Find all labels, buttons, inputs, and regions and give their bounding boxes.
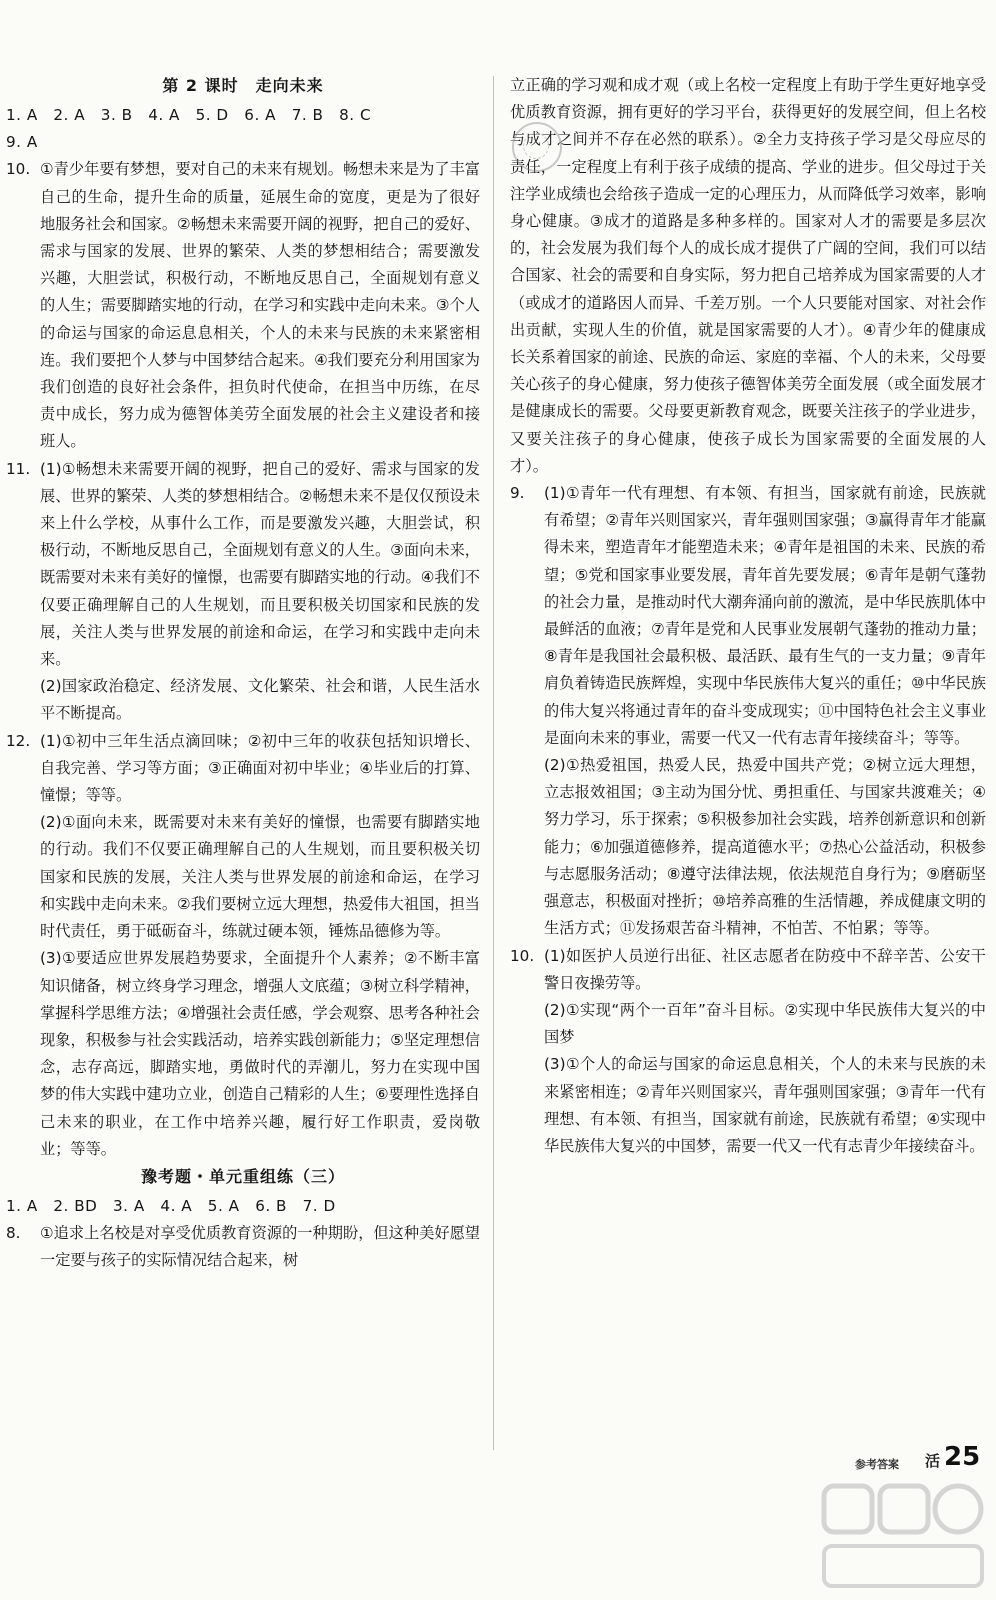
- answer-paragraph: (3)①要适应世界发展趋势要求，全面提升个人素养；②不断丰富知识储备，树立终身学习理念，增强人文底蕴；③树立科学精神，掌握科学思维方法；④增强社会责任感，学会观察、思考各种社会现象，积极参与社会实践活动，培养实践创新能力；⑤坚定理想信念，志存高远，脚踏实地，勇做时代的弄潮儿，努力在实现中国梦的伟大实践中建功立业，创造自己精彩的人生；⑥要理性选择自己未来的职业，在工作中培养兴趣，履行好工作职责，爱岗敬业；等等。: [40, 949, 480, 1158]
- footer-label: 参考答案: [855, 1458, 899, 1471]
- answer-paragraph: (3)①个人的命运与国家的命运息息相关，个人的未来与民族的未来紧密相连；②青年兴则国家兴，青年强则国家强；③青年一代有理想、有本领、有担当，国家就有前途，民族就有希望；④实现中华民族伟大复兴的中国梦，需要一代又一代有志青少年接续奋斗。: [544, 1055, 986, 1155]
- choice-answers-row: 1. A 2. BD 3. A 4. A 5. A 6. B 7. D: [6, 1196, 336, 1215]
- answer-paragraph: (1)①畅想未来需要开阔的视野，把自己的爱好、需求与国家的发展、世界的繁荣、人类的梦想相结合。②畅想未来不是仅仅预设未来上什么学校，从事什么工作，而是要激发兴趣，大胆尝试，积极行动，不断地反思自己，全面规划有意义的人生。③面向未来，既需要对未来有美好的憧憬，也需要有脚踏实地的行动。④我们不仅要正确理解自己的人生规划，而且要积极关切国家和民族的发展，关注人类与世界发展的前途和命运，在学习和实践中走向未来。: [40, 459, 480, 669]
- left-column: [6, 72, 480, 1275]
- section-title-unit-review: 豫考题・单元重组练（三）: [140, 1166, 345, 1186]
- question-10: [6, 156, 480, 455]
- question-number: 9.: [510, 484, 525, 503]
- answer-paragraph: (2)①热爱祖国，热爱人民，热爱中国共产党；②树立远大理想，立志报效祖国；③主动为国分忧、勇担重任、与国家共渡难关；④努力学习，乐于探索；⑤积极参加社会实践，培养创新意识和创新能力；⑥加强道德修养，提高道德水平；⑦热心公益活动，积极参与志愿服务活动；⑧遵守法律法规，依法规范自身行为；⑨磨砺坚强意志，积极面对挫折；⑩培养高雅的生活情趣，养成健康文明的生活方式；⑪发扬艰苦奋斗精神，不怕苦、不怕累；等等。: [544, 756, 986, 938]
- question-number: 12.: [6, 731, 31, 750]
- question-11: [6, 456, 480, 728]
- answer-paragraph: 立正确的学习观和成才观（或上名校一定程度上有助于学生更好地享受优质教育资源，拥有更好的学习平台，获得更好的发展空间，但上名校与成才之间并不存在必然的联系）。②全力支持孩子学习是父母应尽的责任，一定程度上有利于孩子成绩的提高、学业的进步。但父母过于关注学业成绩也会给孩子造成一定的心理压力，从而降低学习效率，影响身心健康。③成才的道路是多种多样的。国家对人才的需要是多层次的，社会发展为我们每个人的成长成才提供了广阔的空间，我们可以结合国家、社会的需要和自身实际，努力把自己培养成为国家需要的人才（或成才的道路因人而异、千差万别。一个人只要能对国家、对社会作出贡献，实现人生的价值，就是国家需要的人才）。④青少年的健康成长关系着国家的前途、民族的命运、家庭的幸福、个人的未来，父母要关心孩子的身心健康，努力使孩子德智体美劳全面发展（或全面发展才是健康成长的需要。父母要更新教育观念，既要关注孩子的学业进步，又要关注孩子的身心健康，使孩子成长为国家需要的全面发展的人才）。: [510, 76, 986, 475]
- choice-answers-row: 1. A 2. A 3. B 4. A 5. D 6. A 7. B 8. C: [6, 106, 372, 124]
- question-10-right: [510, 943, 986, 1161]
- question-number: 10.: [510, 946, 535, 965]
- section-title-lesson-2: 第 2 课时 走向未来: [162, 76, 324, 95]
- answer-paragraph: ①追求上名校是对享受优质教育资源的一种期盼，但这种美好愿望一定要与孩子的实际情况结合起来，树: [40, 1224, 480, 1270]
- answer-paragraph: (1)①青年一代有理想、有本领、有担当，国家就有前途，民族就有希望；②青年兴则国家兴，青年强则国家强；③赢得青年才能赢得未来，塑造青年才能塑造未来；④青年是祖国的未来、民族的希望；⑤党和国家事业要发展，青年首先要发展；⑥青年是朝气蓬勃的社会力量，是推动时代大潮奔涌向前的激流，是中华民族肌体中最鲜活的血液；⑦青年是党和人民事业发展朝气蓬勃的推动力量；⑧青年是我国社会最积极、最活跃、最有生气的一支力量；⑨青年肩负着铸造民族辉煌，实现中华民族伟大复兴的重任；⑩中华民族的伟大复兴将通过青年的奋斗变成现实；⑪中国特色社会主义事业是面向未来的事业，需要一代又一代有志青年接续奋斗；等等。: [544, 484, 986, 747]
- question-number: 10.: [6, 160, 31, 179]
- question-number: 8.: [6, 1224, 21, 1243]
- question-12: [6, 728, 480, 1163]
- question-number: 11.: [6, 459, 31, 478]
- faint-stamp-icon: [512, 122, 562, 172]
- page-number: 25: [944, 1442, 981, 1472]
- right-column: [510, 72, 986, 1160]
- question-8-continued: [510, 72, 986, 480]
- watermark-logo-icon: [818, 1478, 988, 1596]
- answer-paragraph: (1)①初中三年生活点滴回味；②初中三年的收获包括知识增长、自我完善、学习等方面；③正确面对初中毕业；④毕业后的打算、憧憬；等等。: [40, 731, 480, 805]
- answer-paragraph: (2)①面向未来，既需要对未来有美好的憧憬，也需要有脚踏实地的行动。我们不仅要正确理解自己的人生规划，而且要积极关切国家和民族的发展，关注人类与世界发展的前途和命运，在学习和实践中走向未来。②我们要树立远大理想，热爱伟大祖国，担当时代责任，勇于砥砺奋斗，练就过硬本领，锤炼品德修为等。: [40, 813, 480, 941]
- answer-paragraph: (2)①实现“两个一百年”奋斗目标。②实现中华民族伟大复兴的中国梦: [544, 1000, 986, 1047]
- answer-paragraph: ①青少年要有梦想，要对自己的未来有规划。畅想未来是为了丰富自己的生命，提升生命的质量，延展生命的宽度，更是为了很好地服务社会和国家。②畅想未来需要开阔的视野，把自己的爱好、需求与国家的发展、世界的繁荣、人类的梦想相结合；需要激发兴趣，大胆尝试，积极行动，不断地反思自己，全面规划有意义的人生；需要脚踏实地的行动，在学习和实践中走向未来。③个人的命运与国家的命运息息相关，个人的未来与民族的未来紧密相连。我们要把个人梦与中国梦结合起来。④我们要充分利用国家为我们创造的良好社会条件，担负时代使命，在担当中历练，在尽责中成长，努力成为德智体美劳全面发展的社会主义建设者和接班人。: [40, 160, 480, 451]
- column-divider: [493, 76, 494, 1450]
- question-9: [510, 480, 986, 942]
- answer-paragraph: (1)如医护人员逆行出征、社区志愿者在防疫中不辞辛苦、公安干警日夜操劳等。: [544, 946, 986, 992]
- answer-paragraph: (2)国家政治稳定、经济发展、文化繁荣、社会和谐，人民生活水平不断提高。: [40, 677, 480, 723]
- question-8: [6, 1220, 480, 1274]
- footer-tag: 活: [925, 1452, 941, 1470]
- choice-answers-row: 9. A: [6, 133, 38, 152]
